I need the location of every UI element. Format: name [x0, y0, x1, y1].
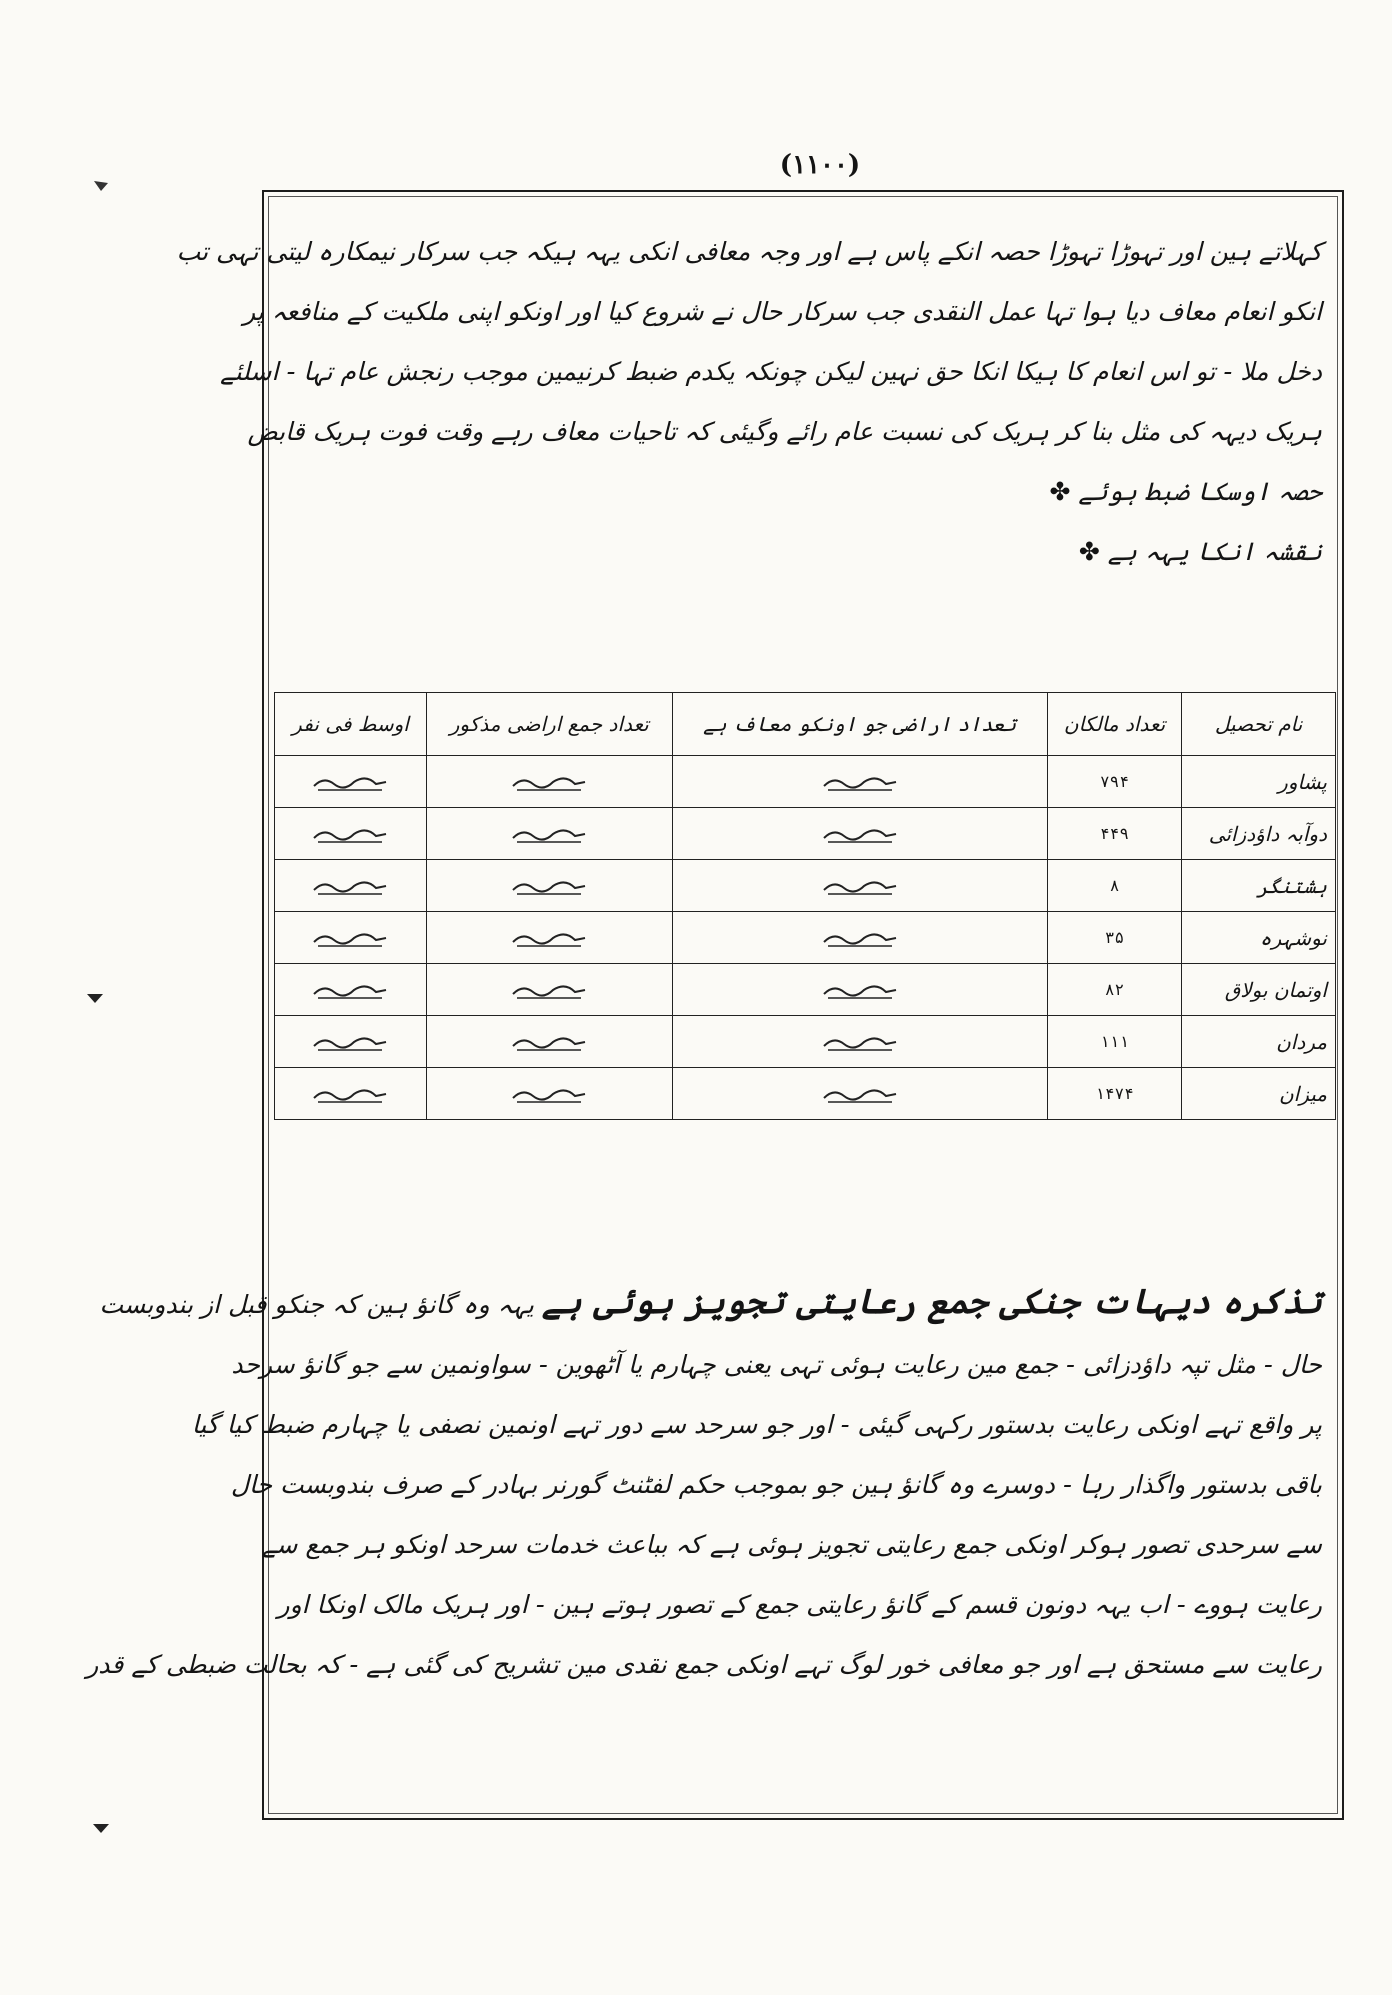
table-header-row	[275, 693, 1336, 756]
header-tehsil-name: نام تحصیل	[1182, 693, 1336, 756]
table-row	[275, 912, 1336, 964]
header-land-remitted: تعداد اراضی جو اونکو معاف ہے	[672, 693, 1047, 756]
handwritten-figure	[509, 822, 589, 846]
handwritten-figure	[820, 822, 900, 846]
handwritten-figure	[310, 770, 390, 794]
handwritten-figure	[820, 770, 900, 794]
tehsil-name: مردان	[1182, 1016, 1336, 1068]
owner-count: ۸۲	[1047, 964, 1181, 1016]
section-heading: تذکرہ دیہات جنکی جمع رعایتی تجویز ہوئی ہے	[541, 1282, 1322, 1322]
handwritten-figure	[310, 874, 390, 898]
handwritten-figure	[820, 874, 900, 898]
table-row	[275, 808, 1336, 860]
handwritten-figure	[509, 926, 589, 950]
top-paragraph-line: حصہ اوسکا ضبط ہوئے ✤	[1049, 477, 1322, 506]
land-remitted-cell	[672, 860, 1047, 912]
land-remitted-cell	[672, 1016, 1047, 1068]
bottom-paragraph-line: حال - مثل تپہ داؤدزائی - جمع مین رعایت ہوئی تہی یعنی چہارم یا آٹھوین - سواونمین سے جو گانؤ سرحد	[231, 1350, 1322, 1379]
header-average-per-head: اوسط فی نفر	[275, 693, 427, 756]
handwritten-figure	[310, 926, 390, 950]
tehsil-name: میزان	[1182, 1068, 1336, 1120]
owner-count: ۴۴۹	[1047, 808, 1181, 860]
land-revenue-cell	[426, 912, 672, 964]
owner-count: ۷۹۴	[1047, 756, 1181, 808]
owner-count: ۱۴۷۴	[1047, 1068, 1181, 1120]
land-remitted-cell	[672, 808, 1047, 860]
land-remitted-cell	[672, 1068, 1047, 1120]
margin-mark-middle	[86, 990, 104, 1004]
bottom-paragraph-line: سے سرحدی تصور ہوکر اونکی جمع رعایتی تجویز ہوئی ہے کہ بباعث خدمات سرحد اونکو ہر جمع سے	[261, 1530, 1322, 1559]
tehsil-name: اوتمان بولاق	[1182, 964, 1336, 1016]
table-row	[275, 756, 1336, 808]
land-revenue-cell	[426, 1068, 672, 1120]
manuscript-frame	[86, 190, 1344, 1820]
margin-mark-bottom	[92, 1820, 110, 1834]
tehsil-name: ہشتنگر	[1182, 860, 1336, 912]
bottom-paragraph-line: رعایت ہووے - اب یہہ دونون قسم کے گانؤ رعایتی جمع کے تصور ہوتے ہین - اور ہریک مالک اونکا اور	[277, 1590, 1322, 1619]
handwritten-figure	[509, 978, 589, 1002]
handwritten-figure	[509, 1082, 589, 1106]
average-per-head-cell	[275, 1016, 427, 1068]
average-per-head-cell	[275, 912, 427, 964]
table-row	[275, 964, 1336, 1016]
handwritten-figure	[820, 926, 900, 950]
land-remitted-cell	[672, 756, 1047, 808]
land-remitted-cell	[672, 964, 1047, 1016]
owner-count: ۱۱۱	[1047, 1016, 1181, 1068]
header-owner-count: تعداد مالکان	[1047, 693, 1181, 756]
land-revenue-cell	[426, 860, 672, 912]
bottom-paragraph-line: پر واقع تہے اونکی رعایت بدستور رکہی گیئی - اور جو سرحد سے دور تہے اونمین نصفی یا چہارم ضبط کیا گیا	[191, 1410, 1322, 1439]
bottom-paragraph	[86, 1272, 1322, 1695]
average-per-head-cell	[275, 808, 427, 860]
tehsil-name: نوشہرہ	[1182, 912, 1336, 964]
bottom-paragraph-line: باقی بدستور واگذار رہا - دوسرے وہ گانؤ ہین جو بموجب حکم لفٹنٹ گورنر بہادر کے صرف بندوبست حال	[230, 1470, 1322, 1499]
land-revenue-cell	[426, 1016, 672, 1068]
table-row	[275, 860, 1336, 912]
handwritten-figure	[820, 1082, 900, 1106]
land-revenue-cell	[426, 964, 672, 1016]
top-paragraph-line: دخل ملا - تو اس انعام کا ہیکا انکا حق نہین لیکن چونکہ یکدم ضبط کرنیمین موجب رنجش عام تہا - اسلئے	[220, 357, 1322, 386]
land-revenue-cell	[426, 808, 672, 860]
handwritten-figure	[820, 978, 900, 1002]
bottom-paragraph-first-line: تذکرہ دیہات جنکی جمع رعایتی تجویز ہوئی ہے یہہ وہ گانؤ ہین کہ جنکو قبل از بندوبست	[99, 1282, 1322, 1322]
average-per-head-cell	[275, 964, 427, 1016]
owner-count: ۳۵	[1047, 912, 1181, 964]
handwritten-figure	[820, 1030, 900, 1054]
table-row	[275, 1016, 1336, 1068]
handwritten-figure	[310, 1082, 390, 1106]
land-revenue-cell	[426, 756, 672, 808]
top-paragraph-line: انکو انعام معاف دیا ہوا تہا عمل النقدی جب سرکار حال نے شروع کیا اور اونکو اپنی ملکیت کے منافعہ پر	[243, 297, 1322, 326]
average-per-head-cell	[275, 1068, 427, 1120]
header-land-revenue: تعداد جمع اراضی مذکور	[426, 693, 672, 756]
table-caption: نقشہ انکا یہہ ہے ✤	[1078, 537, 1322, 566]
handwritten-figure	[509, 874, 589, 898]
tehsil-table	[274, 692, 1336, 1120]
tehsil-name: پشاور	[1182, 756, 1336, 808]
page-number: (۱۱۰۰)	[779, 150, 861, 180]
average-per-head-cell	[275, 756, 427, 808]
land-remitted-cell	[672, 912, 1047, 964]
handwritten-figure	[310, 978, 390, 1002]
table-row	[275, 1068, 1336, 1120]
margin-mark-top	[92, 178, 110, 192]
bottom-paragraph-line: رعایت سے مستحق ہے اور جو معافی خور لوگ تہے اونکی جمع نقدی مین تشریح کی گئی ہے - کہ بحالت ضبطی کے قدر	[86, 1650, 1322, 1679]
handwritten-figure	[310, 822, 390, 846]
handwritten-figure	[509, 770, 589, 794]
top-paragraph	[176, 222, 1322, 582]
top-paragraph-line: کہلاتے ہین اور تہوڑا تہوڑا حصہ انکے پاس ہے اور وجہ معافی انکی یہہ ہیکہ جب سرکار نیمکارہ لیتی تہی تب	[176, 237, 1322, 266]
handwritten-figure	[509, 1030, 589, 1054]
top-paragraph-line: ہریک دیہہ کی مثل بنا کر ہریک کی نسبت عام رائے وگیئی کہ تاحیات معاف رہے وقت فوت ہریک قابض	[247, 417, 1322, 446]
handwritten-figure	[310, 1030, 390, 1054]
tehsil-name: دوآبہ داؤدزائی	[1182, 808, 1336, 860]
owner-count: ۸	[1047, 860, 1181, 912]
average-per-head-cell	[275, 860, 427, 912]
